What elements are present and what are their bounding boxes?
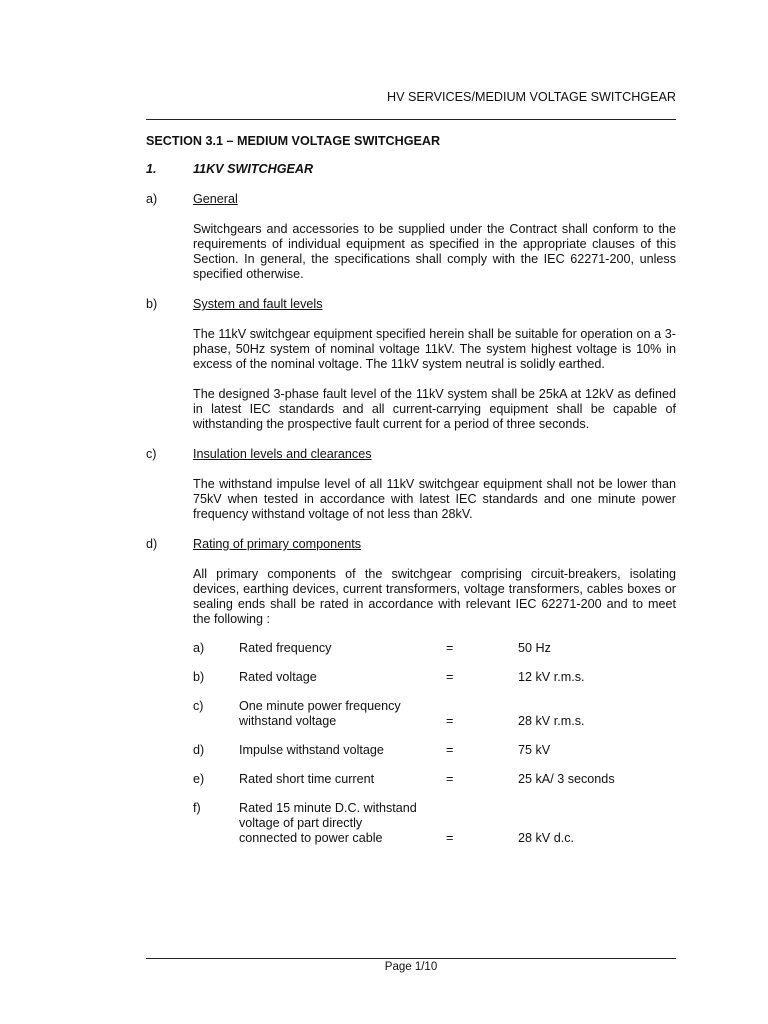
rating-row	[193, 670, 676, 685]
subsection-label: c)	[146, 447, 157, 461]
rating-label: Rated short time current	[239, 772, 375, 786]
heading-11kv-switchgear	[146, 162, 676, 177]
rating-value: 50 Hz	[518, 641, 551, 655]
subsection-c-heading	[146, 447, 676, 462]
heading-title: 11KV SWITCHGEAR	[193, 162, 314, 176]
rating-row	[193, 641, 676, 656]
subsection-b-heading	[146, 297, 676, 312]
rating-letter: c)	[193, 699, 204, 713]
subsection-title: System and fault levels	[193, 297, 323, 311]
footer-rule	[146, 958, 676, 959]
rating-letter: a)	[193, 641, 205, 655]
rating-letter: e)	[193, 772, 205, 786]
paragraph: The withstand impulse level of all 11kV switchgear equipment shall not be lower than 75kV when tested in accordance with latest IEC standards and one minute power frequency withstand voltage of not less than 28kV.	[193, 477, 676, 521]
subsection-title: Insulation levels and clearances	[193, 447, 372, 461]
running-header: HV SERVICES/MEDIUM VOLTAGE SWITCHGEAR	[387, 90, 676, 104]
rating-value: 25 kA/ 3 seconds	[518, 772, 615, 786]
header-rule	[146, 119, 676, 120]
rating-letter: b)	[193, 670, 205, 684]
rating-row	[193, 801, 676, 846]
heading-number: 1.	[146, 162, 157, 176]
rating-row	[193, 772, 676, 787]
subsection-a-heading	[146, 192, 676, 207]
equals-sign: =	[446, 743, 454, 757]
equals-sign: =	[446, 641, 454, 655]
document-body	[146, 134, 676, 860]
equals-sign: =	[446, 670, 454, 684]
rating-label: Rated 15 minute D.C. withstand voltage of part directly connected to power cable	[239, 801, 417, 845]
paragraph: The designed 3-phase fault level of the 11kV system shall be 25kA at 12kV as defined in latest IEC standards and all current-carrying equipment shall be capable of withstanding the prospective fault current for a period of three seconds.	[193, 387, 676, 431]
rating-row	[193, 699, 676, 729]
ratings-list	[193, 641, 676, 846]
rating-value: 75 kV	[518, 743, 551, 757]
rating-letter: d)	[193, 743, 205, 757]
rating-value: 28 kV d.c.	[518, 831, 575, 845]
rating-value: 12 kV r.m.s.	[518, 670, 585, 684]
equals-sign: =	[446, 714, 454, 728]
equals-sign: =	[446, 831, 454, 845]
section-title: SECTION 3.1 – MEDIUM VOLTAGE SWITCHGEAR	[146, 134, 441, 148]
subsection-label: d)	[146, 537, 158, 551]
rating-letter: f)	[193, 801, 201, 815]
subsection-label: b)	[146, 297, 158, 311]
paragraph: The 11kV switchgear equipment specified herein shall be suitable for operation on a 3-phase, 50Hz system of nominal voltage 11kV. The system highest voltage is 10% in excess of the nominal voltage. The 11kV system neutral is solidly earthed.	[193, 327, 676, 371]
subsection-label: a)	[146, 192, 158, 206]
rating-label: Rated voltage	[239, 670, 317, 684]
rating-value: 28 kV r.m.s.	[518, 714, 585, 728]
paragraph: All primary components of the switchgear comprising circuit-breakers, isolating devices, earthing devices, current transformers, voltage transformers, cables boxes or sealing ends shall be rated in accordance with relevant IEC 62271-200 and to meet the following :	[193, 567, 676, 626]
rating-label: Rated frequency	[239, 641, 332, 655]
subsection-d-heading	[146, 537, 676, 552]
rating-label: One minute power frequency withstand voltage	[239, 699, 401, 728]
subsection-title: Rating of primary components	[193, 537, 361, 551]
page-number: Page 1/10	[384, 961, 438, 973]
rating-row	[193, 743, 676, 758]
rating-label: Impulse withstand voltage	[239, 743, 384, 757]
equals-sign: =	[446, 772, 454, 786]
paragraph: Switchgears and accessories to be supplied under the Contract shall conform to the requirements of individual equipment as specified in the appropriate clauses of this Section. In general, the specifications shall comply with the IEC 62271-200, unless specified otherwise.	[193, 222, 676, 281]
subsection-title: General	[193, 192, 238, 206]
